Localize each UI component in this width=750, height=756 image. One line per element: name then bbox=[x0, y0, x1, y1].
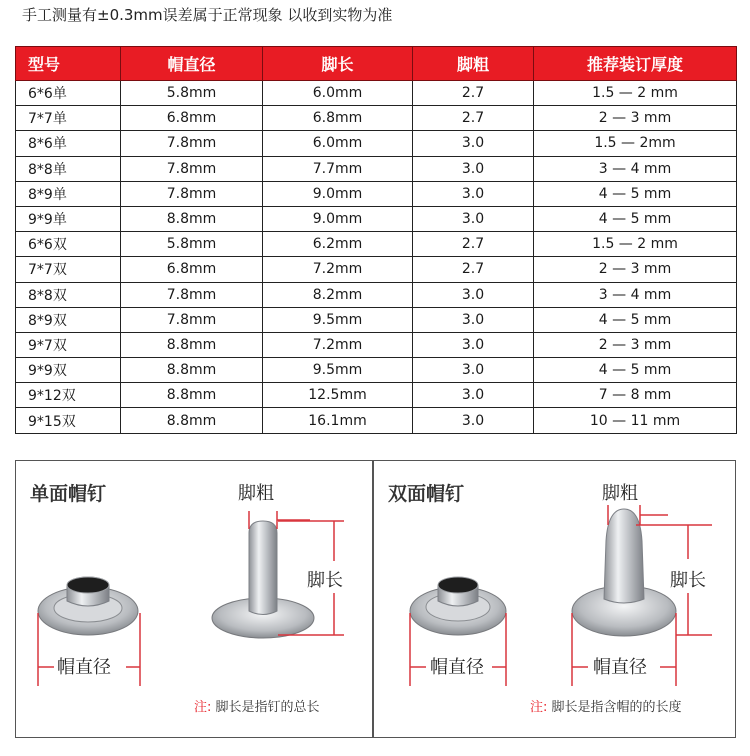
double-thickness-label: 脚粗 bbox=[602, 483, 638, 504]
single-rivet-title: 单面帽钉 bbox=[30, 483, 107, 505]
header-cell: 推荐装订厚度 bbox=[534, 47, 737, 81]
table-row bbox=[16, 358, 737, 383]
table-cell: 9*7双 bbox=[16, 332, 121, 357]
header-row bbox=[16, 47, 737, 81]
double-rivet-title: 双面帽钉 bbox=[388, 483, 465, 505]
table-cell: 8*9单 bbox=[16, 181, 121, 206]
spec-table-header bbox=[16, 47, 737, 81]
table-cell: 2 — 3 mm bbox=[534, 106, 737, 131]
table-cell: 8*6单 bbox=[16, 131, 121, 156]
table-cell: 2.7 bbox=[413, 257, 534, 282]
post-piece-icon bbox=[212, 521, 314, 638]
table-row bbox=[16, 408, 737, 433]
single-footnote-text: 脚长是指钉的总长 bbox=[215, 700, 320, 715]
table-row bbox=[16, 181, 737, 206]
table-cell: 3 — 4 mm bbox=[534, 282, 737, 307]
table-cell: 3 — 4 mm bbox=[534, 156, 737, 181]
double-footnote bbox=[530, 696, 682, 715]
table-cell: 7.8mm bbox=[121, 131, 263, 156]
table-cell: 2.7 bbox=[413, 232, 534, 257]
table-cell: 6*6双 bbox=[16, 232, 121, 257]
table-cell: 1.5 — 2mm bbox=[534, 131, 737, 156]
table-row bbox=[16, 81, 737, 106]
table-cell: 7.8mm bbox=[121, 181, 263, 206]
table-cell: 9.0mm bbox=[263, 181, 413, 206]
table-cell: 8*8双 bbox=[16, 282, 121, 307]
table-cell: 6.0mm bbox=[263, 81, 413, 106]
double-post-piece-icon bbox=[572, 509, 676, 636]
table-cell: 3.0 bbox=[413, 206, 534, 231]
table-cell: 2 — 3 mm bbox=[534, 332, 737, 357]
table-cell: 8.8mm bbox=[121, 408, 263, 433]
double-cap-piece-icon bbox=[410, 577, 506, 635]
table-cell: 1.5 — 2 mm bbox=[534, 81, 737, 106]
table-cell: 9*9双 bbox=[16, 358, 121, 383]
table-cell: 9*12双 bbox=[16, 383, 121, 408]
table-cell: 8*8单 bbox=[16, 156, 121, 181]
table-cell: 8*9双 bbox=[16, 307, 121, 332]
double-footnote-prefix: 注: bbox=[530, 700, 548, 715]
single-thickness-label: 脚粗 bbox=[238, 483, 274, 504]
table-cell: 4 — 5 mm bbox=[534, 358, 737, 383]
table-cell: 8.8mm bbox=[121, 358, 263, 383]
table-row bbox=[16, 307, 737, 332]
table-cell: 6*6单 bbox=[16, 81, 121, 106]
double-rivet-panel bbox=[373, 460, 736, 738]
table-row bbox=[16, 332, 737, 357]
table-cell: 6.8mm bbox=[263, 106, 413, 131]
table-cell: 10 — 11 mm bbox=[534, 408, 737, 433]
spec-table-body bbox=[16, 81, 737, 434]
table-cell: 9*15双 bbox=[16, 408, 121, 433]
table-cell: 6.0mm bbox=[263, 131, 413, 156]
single-rivet-panel bbox=[15, 460, 373, 738]
table-row bbox=[16, 156, 737, 181]
double-cap-diameter-label: 帽直径 bbox=[430, 657, 484, 678]
double-post-diameter-label: 帽直径 bbox=[593, 657, 647, 678]
table-cell: 3.0 bbox=[413, 156, 534, 181]
table-cell: 4 — 5 mm bbox=[534, 307, 737, 332]
cap-piece-icon bbox=[38, 577, 138, 635]
table-cell: 7.7mm bbox=[263, 156, 413, 181]
table-row bbox=[16, 106, 737, 131]
table-cell: 3.0 bbox=[413, 332, 534, 357]
table-cell: 3.0 bbox=[413, 358, 534, 383]
table-cell: 7.2mm bbox=[263, 332, 413, 357]
header-cell: 脚粗 bbox=[413, 47, 534, 81]
table-cell: 7*7双 bbox=[16, 257, 121, 282]
table-cell: 8.8mm bbox=[121, 206, 263, 231]
table-cell: 3.0 bbox=[413, 307, 534, 332]
table-cell: 7.2mm bbox=[263, 257, 413, 282]
single-footnote-prefix: 注: bbox=[194, 700, 212, 715]
table-cell: 2.7 bbox=[413, 81, 534, 106]
table-cell: 7.8mm bbox=[121, 282, 263, 307]
table-cell: 7*7单 bbox=[16, 106, 121, 131]
header-cell: 脚长 bbox=[263, 47, 413, 81]
table-cell: 4 — 5 mm bbox=[534, 181, 737, 206]
table-row bbox=[16, 131, 737, 156]
header-cell: 帽直径 bbox=[121, 47, 263, 81]
table-cell: 3.0 bbox=[413, 383, 534, 408]
table-cell: 3.0 bbox=[413, 282, 534, 307]
table-row bbox=[16, 282, 737, 307]
table-cell: 5.8mm bbox=[121, 232, 263, 257]
table-cell: 4 — 5 mm bbox=[534, 206, 737, 231]
header-cell: 型号 bbox=[16, 47, 121, 81]
table-cell: 3.0 bbox=[413, 181, 534, 206]
table-cell: 9.0mm bbox=[263, 206, 413, 231]
table-cell: 5.8mm bbox=[121, 81, 263, 106]
table-cell: 9*9单 bbox=[16, 206, 121, 231]
table-cell: 16.1mm bbox=[263, 408, 413, 433]
table-cell: 12.5mm bbox=[263, 383, 413, 408]
table-row bbox=[16, 232, 737, 257]
table-cell: 8.8mm bbox=[121, 332, 263, 357]
table-cell: 2.7 bbox=[413, 106, 534, 131]
table-cell: 8.2mm bbox=[263, 282, 413, 307]
table-cell: 6.8mm bbox=[121, 106, 263, 131]
table-cell: 3.0 bbox=[413, 131, 534, 156]
table-cell: 6.2mm bbox=[263, 232, 413, 257]
measurement-notice: 手工测量有±0.3mm误差属于正常现象 以收到实物为准 bbox=[22, 6, 393, 24]
table-row bbox=[16, 257, 737, 282]
table-row bbox=[16, 206, 737, 231]
table-cell: 9.5mm bbox=[263, 358, 413, 383]
table-cell: 9.5mm bbox=[263, 307, 413, 332]
table-row bbox=[16, 383, 737, 408]
single-diameter-label: 帽直径 bbox=[57, 657, 111, 678]
spec-table bbox=[15, 46, 737, 434]
table-cell: 3.0 bbox=[413, 408, 534, 433]
single-footnote bbox=[194, 696, 320, 715]
double-length-label: 脚长 bbox=[670, 570, 706, 591]
double-footnote-text: 脚长是指含帽的的长度 bbox=[551, 700, 682, 715]
single-length-label: 脚长 bbox=[307, 570, 343, 591]
table-cell: 1.5 — 2 mm bbox=[534, 232, 737, 257]
table-cell: 7.8mm bbox=[121, 156, 263, 181]
table-cell: 7 — 8 mm bbox=[534, 383, 737, 408]
table-cell: 6.8mm bbox=[121, 257, 263, 282]
table-cell: 7.8mm bbox=[121, 307, 263, 332]
table-cell: 2 — 3 mm bbox=[534, 257, 737, 282]
table-cell: 8.8mm bbox=[121, 383, 263, 408]
